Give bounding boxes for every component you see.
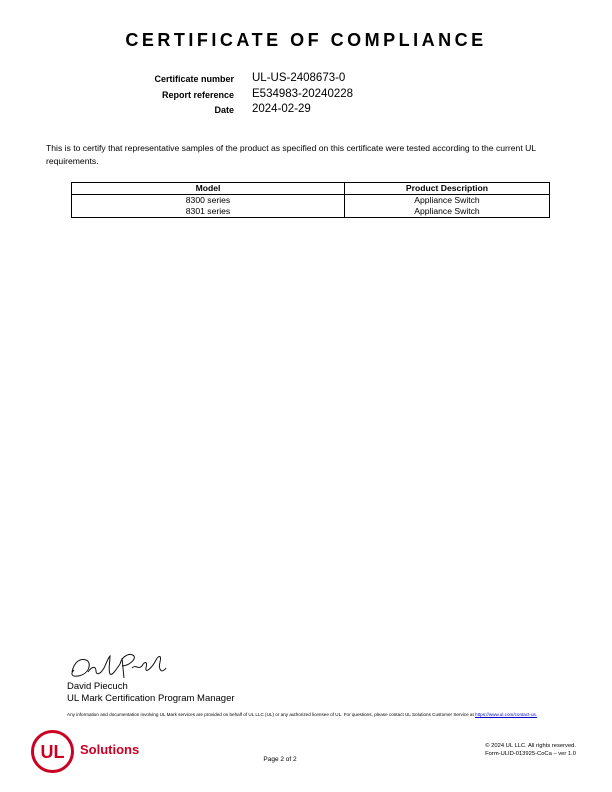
form-id: Form-ULID-013925-CoCa – ver 1.0 [485,751,576,757]
disclaimer-body: Any information and documentation involving UL Mark services are provided on behalf of UL LLC (UL) or any authorized licensee of UL. For questions, please contact UL Solutions Customer Service at [67,712,474,717]
signer-name: David Piecuch [67,681,128,692]
meta-value: E534983-20240228 [252,88,354,100]
brand-name: Solutions [80,742,140,757]
handwritten-signature [66,648,171,682]
table-row [72,206,550,218]
table-header-row [72,183,550,195]
copyright-text: © 2024 UL LLC. All rights reserved. [485,743,576,749]
model-cell: 8300 series [72,195,345,207]
description-cell: Appliance Switch [345,195,550,207]
meta-row-date [0,103,612,119]
ul-logo-text: UL [40,742,65,762]
meta-label: Date [214,105,234,115]
meta-label: Certificate number [154,74,234,84]
certificate-title: CERTIFICATE OF COMPLIANCE [125,30,487,50]
product-table [71,182,550,218]
ul-logo-icon [30,729,75,774]
copyright-block [485,742,576,758]
column-header-model: Model [72,183,345,195]
column-header-product-description: Product Description [345,183,550,195]
meta-label: Report reference [161,90,234,100]
disclaimer-text [67,712,577,718]
signer-title: UL Mark Certification Program Manager [67,693,235,704]
contact-us-link[interactable]: https://www.ul.com/contact-us. [475,712,538,717]
meta-row-certificate-number [0,72,612,88]
description-cell: Appliance Switch [345,206,550,218]
meta-value: 2024-02-29 [252,103,311,115]
table-row [72,195,550,207]
meta-value: UL-US-2408673-0 [252,72,346,84]
meta-row-report-reference [0,88,612,104]
page-number: Page 2 of 2 [263,756,297,763]
model-cell: 8301 series [72,206,345,218]
certification-statement: This is to certify that representative samples of the product as specified on this certificate were tested according to the current UL requirements. [46,143,536,166]
